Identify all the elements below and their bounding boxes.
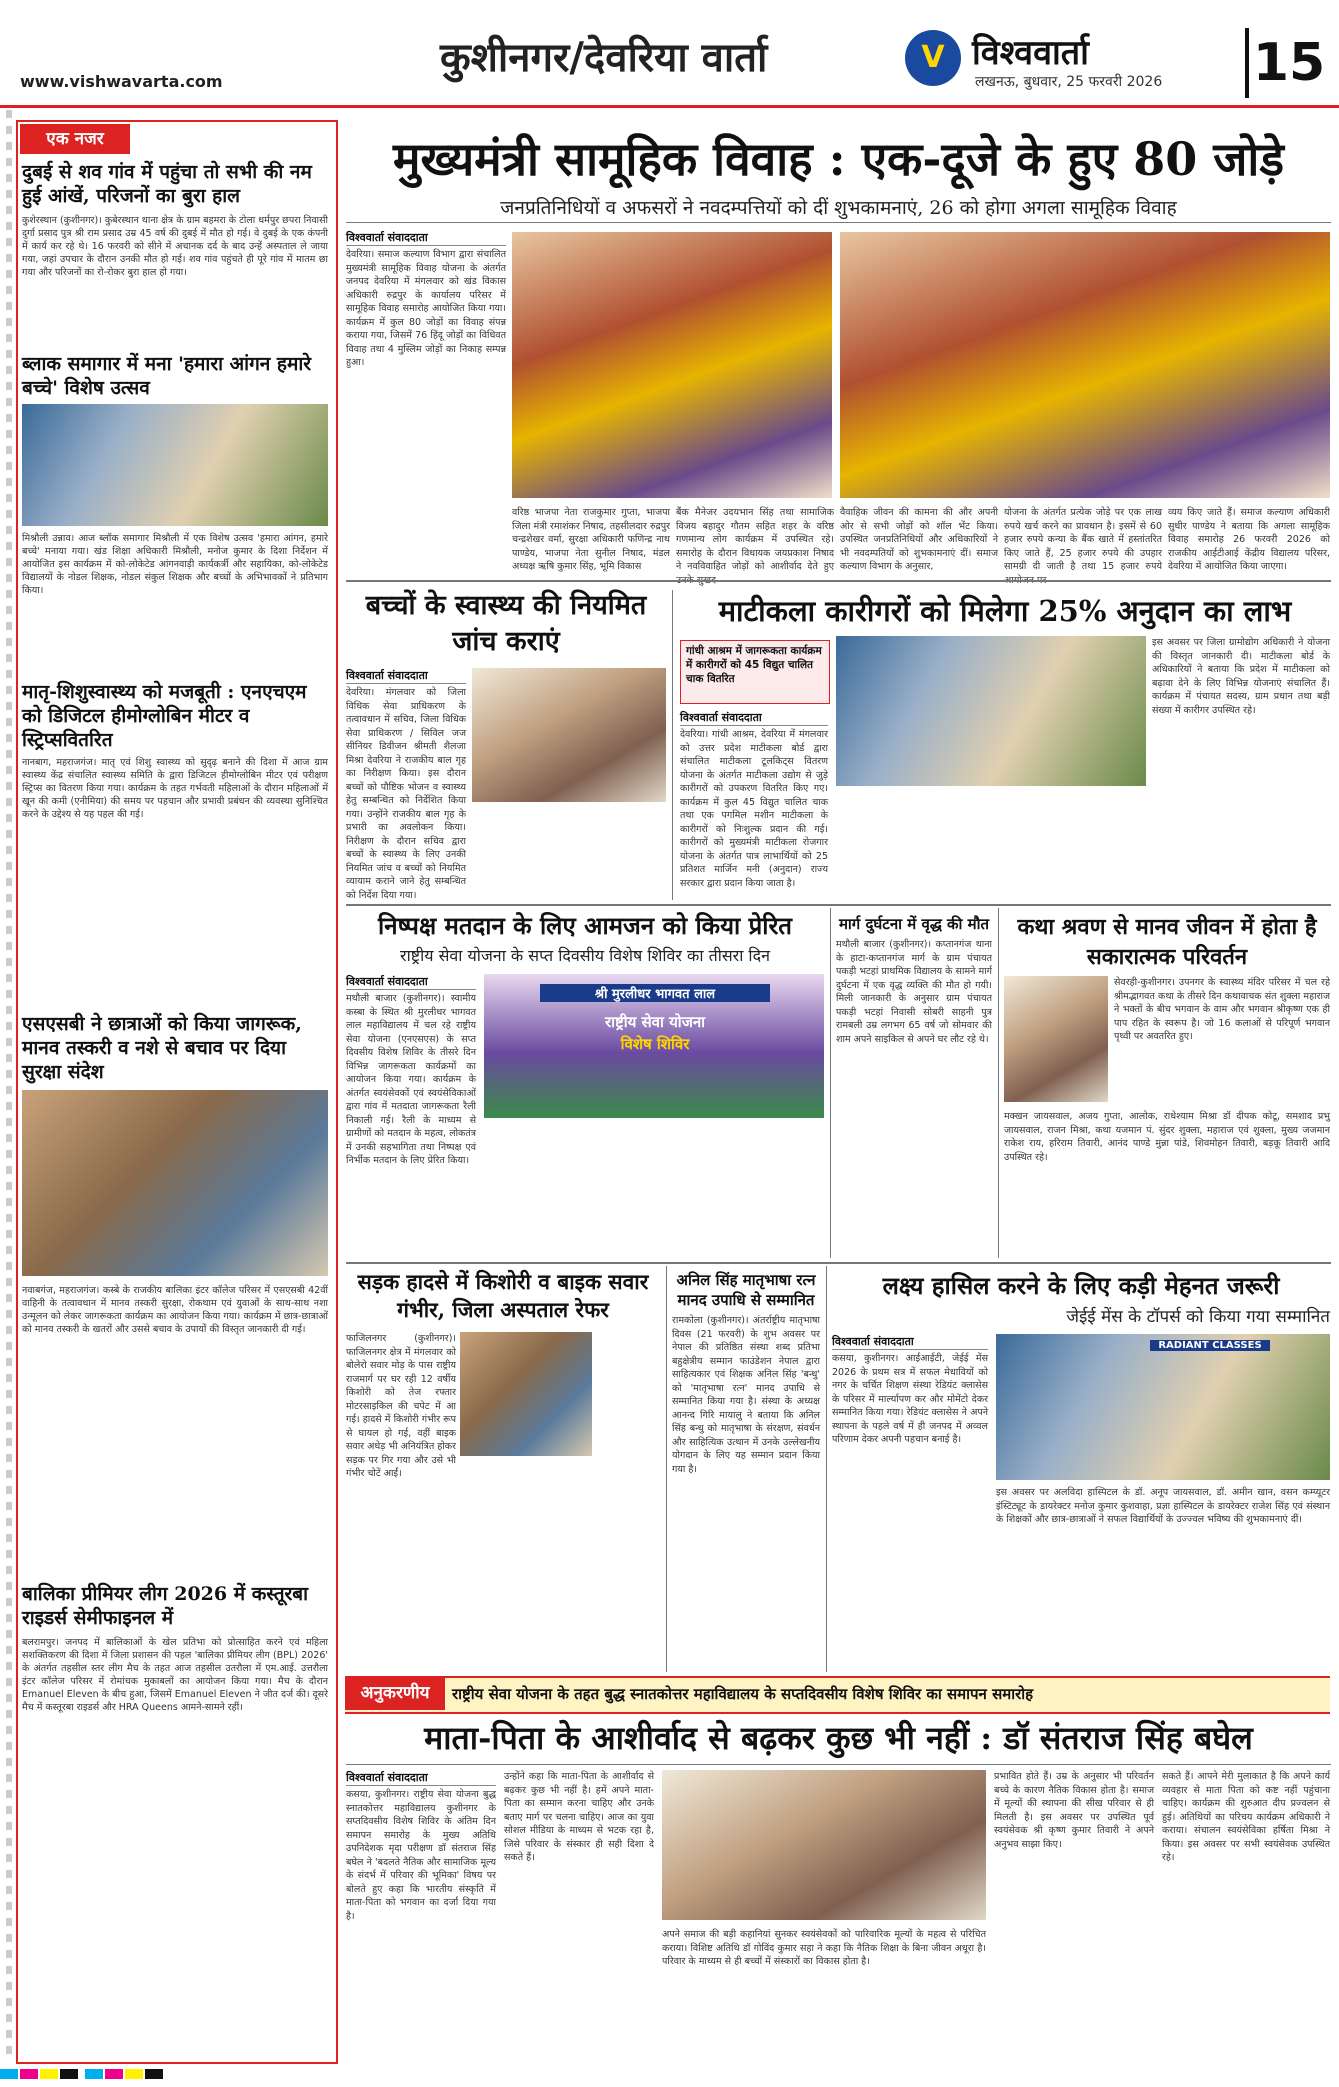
story-e-headline: कथा श्रवण से मानव जीवन में होता है सकारात्मक परिवर्तन xyxy=(1017,914,1317,970)
story-c-byline: विश्ववार्ता संवाददाता xyxy=(346,974,476,990)
left-story1-body: कुशेरस्थान (कुशीनगर)। कुबेरस्थान थाना क्षेत्र के ग्राम बहमरा के टोला धर्मपुर छपरा निवासी दुर्गा प्रसाद पुत्र श्री राम प्रसाद उम्र 45 वर्ष की दुबई में मौत हो गई। वे दुबई के एक कंपनी में कार्य कर रहे थे। 16 फरवरी को सीने में अचानक दर्द के बाद उन्हें अस्पताल ले जाया गया, जहां उपचार के दौरान उनकी मौत हो गई। शव गांव पहुंचते ही पूरे गांव में मातम छा गया और परिजनों का रो-रोकर बुरा हाल हो गया। xyxy=(22,215,328,278)
ek-najar-tag: एक नजर xyxy=(20,124,130,154)
brand-name: विश्ववार्ता xyxy=(972,33,1089,73)
left-story5-body: बलरामपुर। जनपद में बालिकाओं के खेल प्रतिभा को प्रोत्साहित करने एवं महिला सशक्तिकरण की दिशा में जिला प्रशासन की पहल 'बालिका प्रीमियर लीग (BPL) 2026' के अंतर्गत तहसील स्तर लीग मैच के तहत आज तहसील उतरौला में एम.आई. उत्तरौला इंटर कॉलेज परिसर में रोमांचक मुकाबलों का आयोजन किया गया। मैच के दौरान Emanuel Eleven के बीच हुआ, जिसमें Emanuel Eleven ने जीत दर्ज की। दूसरे मैच में कस्तूरबा राइडर्स और HRA Queens आमने-सामने रहीं। xyxy=(22,1637,328,1713)
left-story4-body: नवाबगंज, महराजगंज। कस्बे के राजकीय बालिका इंटर कॉलेज परिसर में एसएसबी 42वीं वाहिनी के तत्वावधान में मानव तस्करी सुरक्षा, रोकथाम एवं युवाओं के साथ-साथ नशा उन्मूलन को लेकर जागरूकता कार्यक्रम का आयोजन किया गया। कार्यक्रम में छात्र-छात्राओं को मानव तस्करी के खतरों और उससे बचाव के उपायों की विस्तृत जानकारी दी गई। xyxy=(22,1285,328,1335)
story-c-subhead: राष्ट्रीय सेवा योजना के सप्त दिवसीय विशेष शिविर का तीसरा दिन xyxy=(400,946,770,965)
lead-body-col6: व्यय किए जाते हैं। समाज कल्याण अधिकारी सुधीर पाण्डेय ने बताया कि अगला सामूहिक विवाह समारोह 26 फरवरी 2026 को राजकीय आईटीआई केंद्रीय विद्यालय परिसर, देवरिया में आयोजित किया जाएगा। xyxy=(1168,507,1330,572)
story-i-body-col5: सकते हैं। आपने मेरी मुलाकात है कि अपने कार्य व्यवहार से माता पिता को कष्ट नहीं पहुंचाना चाहिए। कार्यक्रम की शुरुआत दीप प्रज्वलन से हुई। अतिथियों का परिचय कार्यक्रम अधिकारी ने कराया। संचालन स्वयंसेविका हर्षिता मिश्रा ने किया। इस अवसर पर सभी स्वयंसेवक उपस्थित रहे। xyxy=(1162,1771,1330,1863)
divider xyxy=(346,222,1331,223)
story-i-body-col4: प्रभावित होते हैं। उम्र के अनुसार भी परिवर्तन बच्चे के कारण नैतिक विकास होता है। समाज में मूल्यों की स्थापना की सीख परिवार से ही मिलती है। इस अवसर पर उपस्थित पूर्व स्वयंसेवक श्री कृष्ण कुमार तिवारी ने अपने अनुभव साझा किए। xyxy=(994,1771,1154,1850)
story-f-headline: सड़क हादसे में किशोरी व बाइक सवार गंभीर, जिला अस्पताल रेफर xyxy=(357,1269,649,1322)
story-h-headline: लक्ष्य हासिल करने के लिए कड़ी मेहनत जरूरी xyxy=(882,1271,1280,1300)
story-d-body: मथौली बाजार (कुशीनगर)। कप्तानगंज थाना के हाटा-कप्तानगंज मार्ग के ग्राम पंचायत पकड़ी भटहां प्राथमिक विद्यालय के सामने मार्ग दुर्घटना में एक वृद्ध व्यक्ति की मौत हो गयी। मिली जानकारी के अनुसार ग्राम पंचायत पकड़ी भटहां निवासी सोबरी साहनी पुत्र रामबली उम्र लगभग 65 वर्ष जो सोमवार की शाम अपने साइकिल से अपने घर लौट रहे थे। xyxy=(836,939,992,1045)
story-b-highlight: गांधी आश्रम में जागरूकता कार्यक्रम में कारीगरों को 45 विद्युत चालित चाक वितरित xyxy=(686,645,822,685)
divider xyxy=(666,1266,667,1672)
left-story2-headline: ब्लाक समागार में मना 'हमारा आंगन हमारे बच्चे' विशेष उत्सव xyxy=(22,353,312,399)
story-e-body2: मक्खन जायसवाल, अजय गुप्ता, आलोक, राधेश्याम मिश्रा डॉ दीपक कोटू, समशाद प्रभु जायसवाल, राजन मिश्रा, कथा यजमान पं. सुंदर शुक्ला, महाराज एवं शुक्ला, मुख्य जजमान राकेश राय, हरिराम तिवारी, आनंद पाण्डे मुन्ना पांडे, शिवमोहन तिवारी, बड़कू तिवारी आदि उपस्थित रहे। xyxy=(1004,1111,1330,1163)
story-f-photo xyxy=(460,1332,592,1456)
left-story4-headline: एसएसबी ने छात्राओं को किया जागरूक, मानव तस्करी व नशे से बचाव पर दिया सुरक्षा संदेश xyxy=(22,1013,302,1083)
story-c-headline: निष्पक्ष मतदान के लिए आमजन को किया प्रेरित xyxy=(378,911,792,940)
divider xyxy=(998,908,999,1258)
anukarniya-tag: अनुकरणीय xyxy=(345,1676,445,1710)
margin-strip xyxy=(6,110,12,2060)
story-b-photo xyxy=(836,636,1146,786)
website-link[interactable]: www.vishwavarta.com xyxy=(20,72,223,91)
print-color-bar xyxy=(0,2064,1339,2087)
lead-photo-minister xyxy=(512,232,832,498)
divider xyxy=(672,590,673,900)
date-line: लखनऊ, बुधवार, 25 फरवरी 2026 xyxy=(975,74,1163,90)
lead-body-col3: बैंक मैनेजर उदयभान सिंह तथा सामाजिक विजय बहादुर गौतम सहित शहर के वरिष्ठ गणमान्य लोग कार्यक्रम में उपस्थित रहे। समारोह के दौरान विधायक जयप्रकाश निषाद ने नवविवाहित जोड़ों को आशीर्वाद देते हुए xyxy=(676,507,834,572)
left-story4-photo xyxy=(22,1090,328,1276)
story-a-headline: बच्चों के स्वास्थ्य की नियमित जांच कराएं xyxy=(365,590,647,657)
left-story3-body: नानबाग, महराजगंज। मातृ एवं शिशु स्वास्थ्य को सुदृढ़ बनाने की दिशा में आज ग्राम स्वास्थ्य केंद्र संचालित स्वास्थ्य समिति के द्वारा डिजिटल हीमोग्लोबिन मीटर एवं परीक्षण स्ट्रिप्स का वितरण किया गया। कार्यक्रम के तहत गर्भवती महिलाओं के दौरान महिलाओं में खून की कमी (एनीमिया) की समय पर पहचान और प्रभावी प्रबंधन की व्यवस्था सुनिश्चित करने के उद्देश्य से यह पहल की गई। xyxy=(22,757,328,820)
story-i-headline: माता-पिता के आशीर्वाद से बढ़कर कुछ भी नहीं : डॉ संतराज सिंह बघेल xyxy=(424,1719,1253,1757)
story-i-body-col2: उन्होंने कहा कि माता-पिता के आशीर्वाद से बढ़कर कुछ भी नहीं है। हमें अपने माता-पिता का सम्मान करना चाहिए और उनके बताए मार्ग पर चलना चाहिए। आज का युवा सोशल मीडिया के माध्यम से भटक रहा है, जिसे परिवार के संस्कार ही सही दिशा दे सकते हैं। xyxy=(504,1771,654,1863)
divider xyxy=(830,908,831,1258)
story-f-body: फाजिलनगर (कुशीनगर)। फाजिलनगर क्षेत्र में मंगलवार को बोलेरो सवार मोड़ के पास राष्ट्रीय राजमार्ग पर घर रही 12 वर्षीय किशोरी को तेज रफ्तार मोटरसाइकिल की चपेट में आ गई। हादसे में किशोरी गंभीर रूप से घायल हो गई, वहीं बाइक सवार अधेड़ भी अनियंत्रित होकर सड़क पर गिर गया और उसे भी गंभीर चोटें आईं। xyxy=(346,1333,456,1479)
story-c-banner-line2: राष्ट्रीय सेवा योजना xyxy=(604,1013,706,1031)
story-g-headline: अनिल सिंह मातृभाषा रत्न मानद उपाधि से सम्मानित xyxy=(676,1271,816,1309)
left-story2-body: मिश्रौली उन्नाव। आज ब्लॉक समागार मिश्रौली में एक विशेष उत्सव 'हमारा आंगन, हमारे बच्चे' मनाया गया। खंड शिक्षा अधिकारी मिश्रौली, मनोज कुमार के दिशा निर्देशन में आयोजित इस कार्यक्रम में को-लोकेटेड आंगनवाड़ी कार्यकर्त्री और सहायिका, को-लोकेटेड विद्यालयों के नोडल शिक्षक, नोडल संकुल शिक्षक और बच्चों के अभिभावकों ने प्रतिभाग किया। xyxy=(22,533,328,596)
divider xyxy=(346,580,1331,582)
left-story5-headline: बालिका प्रीमियर लीग 2026 में कस्तूरबा राइडर्स सेमीफाइनल में xyxy=(22,1583,309,1629)
lead-body-col1: देवरिया। समाज कल्याण विभाग द्वारा संचालित मुख्यमंत्री सामूहिक विवाह योजना के अंतर्गत जनपद देवरिया में मंगलवार को खंड विकास अधिकारी रुद्रपुर के कार्यालय परिसर में सामूहिक विवाह समारोह आयोजित किया गया। कार्यक्रम में कुल 80 जोड़ों का विवाह संपन्न कराया गया, जिसमें 76 हिंदू जोड़ों का विधिवत विवाह तथा 4 मुस्लिम जोड़ों का निकाह सम्पन्न हुआ। xyxy=(346,249,506,368)
story-h-byline: विश्ववार्ता संवाददाता xyxy=(832,1334,988,1350)
story-b-byline: विश्ववार्ता संवाददाता xyxy=(680,710,828,726)
lead-headline: मुख्यमंत्री सामूहिक विवाह : एक-दूजे के हुए 80 जोड़े xyxy=(393,132,1284,186)
story-h-body: कसया, कुशीनगर। आईआईटी, जेईई मेंस 2026 के प्रथम सत्र में सफल मेधावियों को नगर के चर्चित शिक्षण संस्था रेडियंट क्लासेस के परिसर में मार्ल्यापण कर और मोमेंटो देकर सम्मानित किया गया। रेडियंट क्लासेस ने अपने स्थापना के पहले वर्ष में ही जनपद में अव्वल परिणाम देकर अपनी पहचान बनाई है। xyxy=(832,1353,988,1445)
lead-photo-couples xyxy=(840,232,1330,498)
left-story1-headline: दुबई से शव गांव में पहुंचा तो सभी की नम हुई आंखें, परिजनों का बुरा हाल xyxy=(22,161,312,207)
divider xyxy=(346,1764,1331,1765)
lead-body-col4: वैवाहिक जीवन की कामना की और अपनी ओर से सभी जोड़ों को शॉल भेंट किया। उपस्थित जनप्रतिनिधियों और अधिकारियों ने भी नवदम्पतियों को शुभकामनाएं दीं। समाज कल्याण विभाग के अनुसार, xyxy=(840,507,998,572)
story-h-subhead: जेईई मेंस के टॉपर्स को किया गया सम्मानित xyxy=(1066,1307,1330,1327)
story-c-banner-line1: श्री मुरलीधर भागवत लाल xyxy=(540,984,770,1002)
lead-subhead: जनप्रतिनिधियों व अफसरों ने नवदम्पत्तियों को दीं शुभकामनाएं, 26 को होगा अगला सामूहिक विवाह xyxy=(500,197,1177,219)
story-a-byline: विश्ववार्ता संवाददाता xyxy=(346,668,466,684)
story-h-photo xyxy=(996,1334,1330,1480)
lead-body-col5: योजना के अंतर्गत प्रत्येक जोड़े पर एक लाख रुपये खर्च करने का प्रावधान है। इसमें से 60 हजार रुपये कन्या के बैंक खाते में हस्तांतरित किए जाते हैं, 25 हजार रुपये की उपहार सामग्री दी जाती है तथा 15 हजार रुपये xyxy=(1004,507,1162,572)
divider xyxy=(346,904,1331,906)
story-e-body: सेवरही-कुशीनगर। उपनगर के स्वास्थ्य मंदिर परिसर में चल रहे श्रीमद्भागवत कथा के तीसरे दिन कथावाचक संत शुक्ला महाराज ने भक्तों के बीच भगवान के वाम और भगवान श्रीकृष्ण एक ही पाप रहित के स्वरूप है। जो 16 कलाओं से परिपूर्ण भगवान पृथ्वी पर अवतरित हुए। xyxy=(1114,977,1330,1042)
left-story2-photo xyxy=(22,404,328,526)
story-c-banner-line3: विशेष शिविर xyxy=(620,1035,690,1053)
story-h-banner: RADIANT CLASSES xyxy=(1150,1340,1270,1351)
story-i-byline: विश्ववार्ता संवाददाता xyxy=(346,1770,496,1786)
story-g-body: रामकोला (कुशीनगर)। अंतर्राष्ट्रीय मातृभाषा दिवस (21 फरवरी) के शुभ अवसर पर नेपाल की प्रतिष्ठित संस्था शब्द प्रतिभा बहुक्षेत्रीय सम्मान फाउंडेशन नेपाल द्वारा साहित्यकार एवं शिक्षक अनिल सिंह 'बन्धु' को 'मातृभाषा रत्न' मानद उपाधि से सम्मानित किया गया है। संस्था के अध्यक्ष आनन्द गिरि मायालु ने बताया कि अनिल सिंह बन्धु को मातृभाषा के संरक्षण, संवर्धन और साहित्यिक उत्थान में उनके उल्लेखनीय योगदान के लिए यह सम्मान प्रदान किया गया है। xyxy=(672,1315,820,1475)
brand-logo-icon: V xyxy=(905,30,961,86)
page-number: 15 xyxy=(1245,28,1329,98)
section-title: कुशीनगर/देवरिया वार्ता xyxy=(440,34,768,81)
story-d-headline: मार्ग दुर्घटना में वृद्ध की मौत xyxy=(838,915,990,933)
story-b-body2: इस अवसर पर जिला ग्रामोद्योग अधिकारी ने योजना की विस्तृत जानकारी दी। माटीकला बोर्ड के अधिकारियों ने बताया कि प्रदेश में माटीकला को बढ़ावा देने के लिए विभिन्न योजनाएं संचालित हैं। कार्यक्रम में पंचायत सदस्य, ग्राम प्रधान तथा बड़ी संख्या में कारीगर उपस्थित रहे। xyxy=(1152,637,1330,716)
divider xyxy=(346,1262,1331,1264)
divider xyxy=(826,1266,827,1672)
story-i-photo xyxy=(662,1770,986,1920)
story-b-headline: माटीकला कारीगरों को मिलेगा 25% अनुदान का लाभ xyxy=(718,594,1292,628)
story-a-photo xyxy=(472,668,666,802)
story-h-body2: इस अवसर पर अलविदा हास्पिटल के डॉ. अनूप जायसवाल, डॉ. अमीन खान, वसन कम्प्यूटर इंस्टिट्यूट के डायरेक्टर मनोज कुमार कुशवाहा, प्रज्ञा हास्पिटल के डायरेक्टर राजेश सिंह एवं संस्थान के शिक्षकों और छात्र-छात्राओं ने सफल विद्यार्थियों के उज्ज्वल भविष्य की शुभकामनाएं दीं। xyxy=(996,1487,1330,1525)
anukarniya-title: राष्ट्रीय सेवा योजना के तहत बुद्ध स्नातकोत्तर महाविद्यालय के सप्तदिवसीय विशेष शिविर का समापन समारोह xyxy=(452,1685,1034,1703)
story-a-body: देवरिया। मंगलवार को जिला विधिक सेवा प्राधिकरण के तत्वावधान में सचिव, जिला विधिक सेवा प्राधिकरण / सिविल जज सीनियर डिवीजन श्रीमती शैलजा मिश्रा देवरिया ने राजकीय बाल गृह का निरीक्षण किया। इस दौरान बच्चों को पौष्टिक भोजन व स्वास्थ्य हेतु सम्बन्धित को निर्देशित किया गया। उन्होंने राजकीय बाल गृह के प्रभारी का अवलोकन किया। निरीक्षण के दौरान सचिव द्वारा बच्चों के स्वास्थ्य के लिए उनकी नियमित जांच व बच्चों को नियमित व्यायाम कराने जाने हेतु सम्बन्धित को निर्देश दिया गया। xyxy=(346,687,466,901)
lead-byline: विश्ववार्ता संवाददाता xyxy=(346,230,506,246)
story-c-body: मथौली बाजार (कुशीनगर)। स्वामीय कस्बा के स्थित श्री मुरलीधर भागवत लाल महाविद्यालय में चल रहे राष्ट्रीय सेवा योजना (एनएसएस) के सप्त दिवसीय विशेष शिविर के तीसरे दिन विभिन्न जागरूकता कार्यक्रमों का आयोजन किया गया। कार्यक्रम के अंतर्गत स्वयंसेवकों एवं स्वयंसेविकाओं द्वारा गांव में मतदाता जागरूकता रैली निकाली गई। रैली के माध्यम से ग्रामीणों को मतदान के महत्व, लोकतंत्र में उनकी सहभागिता तथा निष्पक्ष एवं निर्भीक मतदान के लिए प्रेरित किया। xyxy=(346,993,476,1166)
story-b-body: देवरिया। गांधी आश्रम, देवरिया में मंगलवार को उत्तर प्रदेश माटीकला बोर्ड द्वारा संचालित माटीकला टूलकिट्स वितरण योजना के अंतर्गत माटीकला उद्योग से जुड़े कारीगरों को उपकरण वितरित किए गए। कार्यक्रम में कुल 45 विद्युत चालित चाक तथा एक पगमिल मशीन माटीकला के कारीगरों को निःशुल्क प्रदान की गई। कारीगरों को मुख्यमंत्री माटीकला रोजगार योजना के अंतर्गत पात्र लाभार्थियों को 25 प्रतिशत मार्जिन मनी (अनुदान) राज्य सरकार द्वारा प्रदान किया जाता है। xyxy=(680,729,828,889)
lead-body-col2: वरिष्ठ भाजपा नेता राजकुमार गुप्ता, भाजपा जिला मंत्री रमाशंकर निषाद, तहसीलदार रुद्रपुर चन्द्रशेखर वर्मा, सुरक्षा अधिकारी फणिन्द्र नाथ पाण्डेय, भाजपा नेता सुनील निषाद, मंडल अध्यक्ष ऋषि कुमार सिंह, भूमि विकास xyxy=(512,507,670,572)
story-i-body-col1: कसया, कुशीनगर। राष्ट्रीय सेवा योजना बुद्ध स्नातकोत्तर महाविद्यालय कुशीनगर के सप्तदिवसीय विशेष शिविर के अंतिम दिन समापन समारोह के मुख्य अतिथि उपनिदेशक मृदा परीक्षण डॉ संतराज सिंह बघेल ने 'बदलते नैतिक और सामाजिक मूल्य के संदर्भ में परिवार की भूमिका' विषय पर बोलते हुए कहा कि भारतीय संस्कृति में माता-पिता को भगवान का दर्जा दिया गया है। xyxy=(346,1789,496,1922)
left-story3-headline: मातृ-शिशुस्वास्थ्य को मजबूती : एनएचएम को डिजिटल हीमोग्लोबिन मीटर व स्ट्रिप्सवितरित xyxy=(22,681,307,751)
story-e-photo xyxy=(1004,976,1108,1102)
story-i-body-col3: अपने समाज की बड़ी कहानियां सुनकर स्वयंसेवकों को पारिवारिक मूल्यों के महत्व से परिचित कराया। विशिष्ट अतिथि डॉ गोविंद कुमार सहा ने कहा कि नैतिक शिक्षा के बिना जीवन अधूरा है। परिवार के माध्यम से ही बच्चों में संस्कारों का विकास होता है। xyxy=(662,1929,986,1967)
